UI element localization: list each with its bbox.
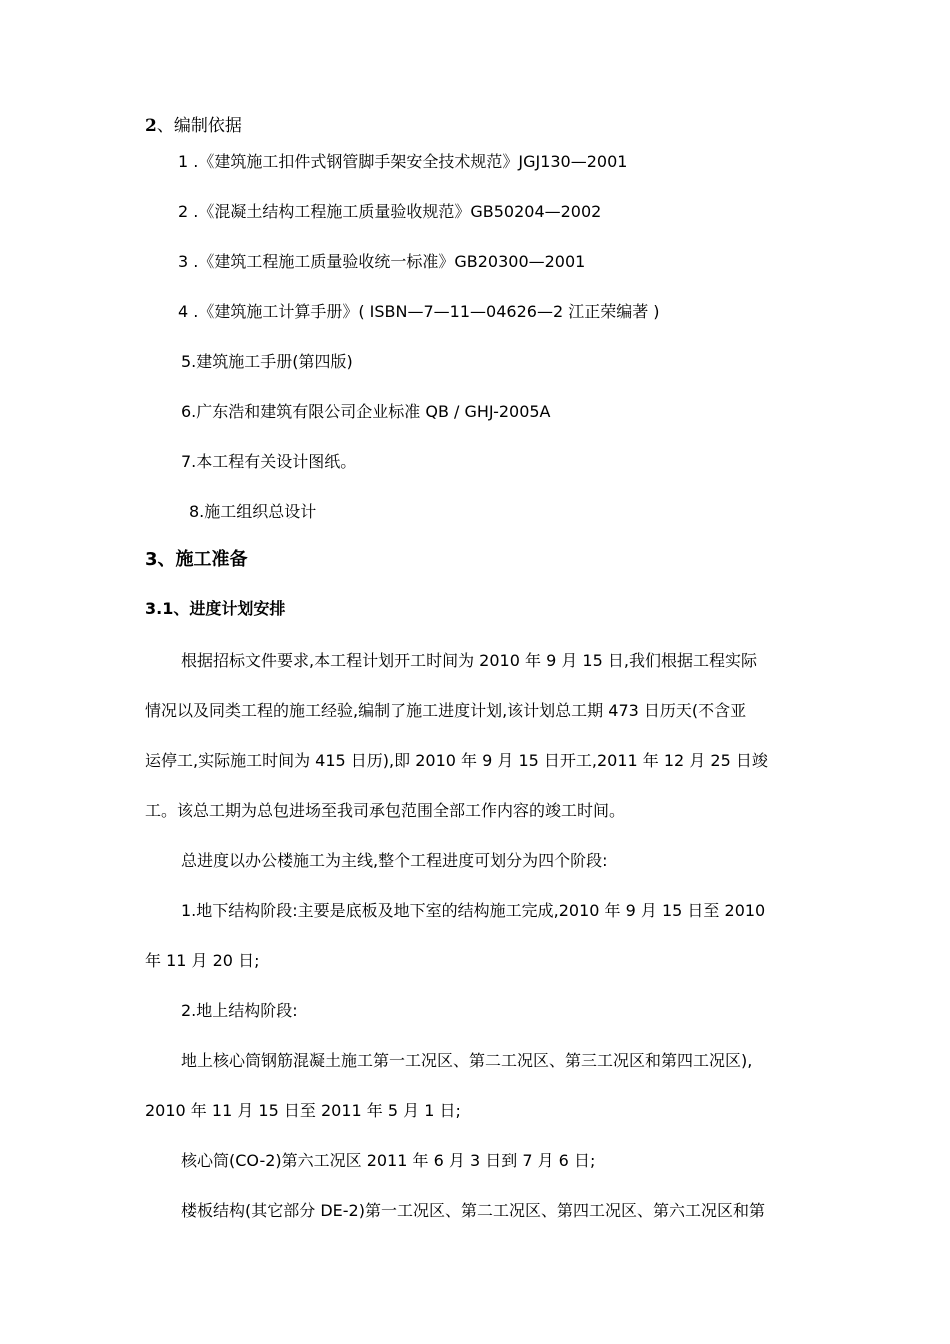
reference-item-8: 8.施工组织总设计 bbox=[189, 502, 317, 521]
reference-item-1: 1 .《建筑施工扣件式钢管脚手架安全技术规范》JGJ130—2001 bbox=[178, 152, 628, 171]
section-2-title: 、编制依据 bbox=[156, 116, 242, 136]
paragraph-line: 2010 年 11 月 15 日至 2011 年 5 月 1 日; bbox=[145, 1101, 461, 1120]
reference-item-2: 2 .《混凝土结构工程施工质量验收规范》GB50204—2002 bbox=[178, 202, 602, 221]
reference-item-5: 5.建筑施工手册(第四版) bbox=[181, 352, 353, 371]
section-3-heading: 3、施工准备 bbox=[145, 549, 248, 570]
paragraph-line: 年 11 月 20 日; bbox=[145, 951, 260, 970]
reference-item-3: 3 .《建筑工程施工质量验收统一标准》GB20300—2001 bbox=[178, 252, 586, 271]
reference-item-7: 7.本工程有关设计图纸。 bbox=[181, 452, 357, 471]
paragraph-line: 根据招标文件要求,本工程计划开工时间为 2010 年 9 月 15 日,我们根据工程实际 bbox=[181, 651, 757, 670]
paragraph-line: 地上核心筒钢筋混凝土施工第一工况区、第二工况区、第三工况区和第四工况区), bbox=[181, 1051, 753, 1070]
paragraph-line: 2.地上结构阶段: bbox=[181, 1001, 298, 1020]
paragraph-line: 核心筒(CO-2)第六工况区 2011 年 6 月 3 日到 7 月 6 日; bbox=[181, 1151, 596, 1170]
reference-item-4: 4 .《建筑施工计算手册》( ISBN—7—11—04626—2 江正荣编著 ) bbox=[178, 302, 660, 321]
section-3-1-heading: 3.1、进度计划安排 bbox=[145, 599, 286, 618]
paragraph-line: 情况以及同类工程的施工经验,编制了施工进度计划,该计划总工期 473 日历天(不含亚 bbox=[145, 701, 747, 720]
reference-item-6: 6.广东浩和建筑有限公司企业标准 QB / GHJ-2005A bbox=[181, 402, 551, 421]
paragraph-line: 工。该总工期为总包进场至我司承包范围全部工作内容的竣工时间。 bbox=[145, 801, 626, 820]
paragraph-line: 1.地下结构阶段:主要是底板及地下室的结构施工完成,2010 年 9 月 15 日至 2010 bbox=[181, 901, 766, 920]
paragraph-line: 总进度以办公楼施工为主线,整个工程进度可划分为四个阶段: bbox=[181, 851, 608, 870]
section-2-heading bbox=[145, 116, 242, 136]
section-2-number: 2 bbox=[145, 116, 157, 136]
paragraph-line: 楼板结构(其它部分 DE-2)第一工况区、第二工况区、第四工况区、第六工况区和第 bbox=[181, 1201, 765, 1220]
paragraph-line: 运停工,实际施工时间为 415 日历),即 2010 年 9 月 15 日开工,2011 年 12 月 25 日竣 bbox=[145, 751, 768, 770]
